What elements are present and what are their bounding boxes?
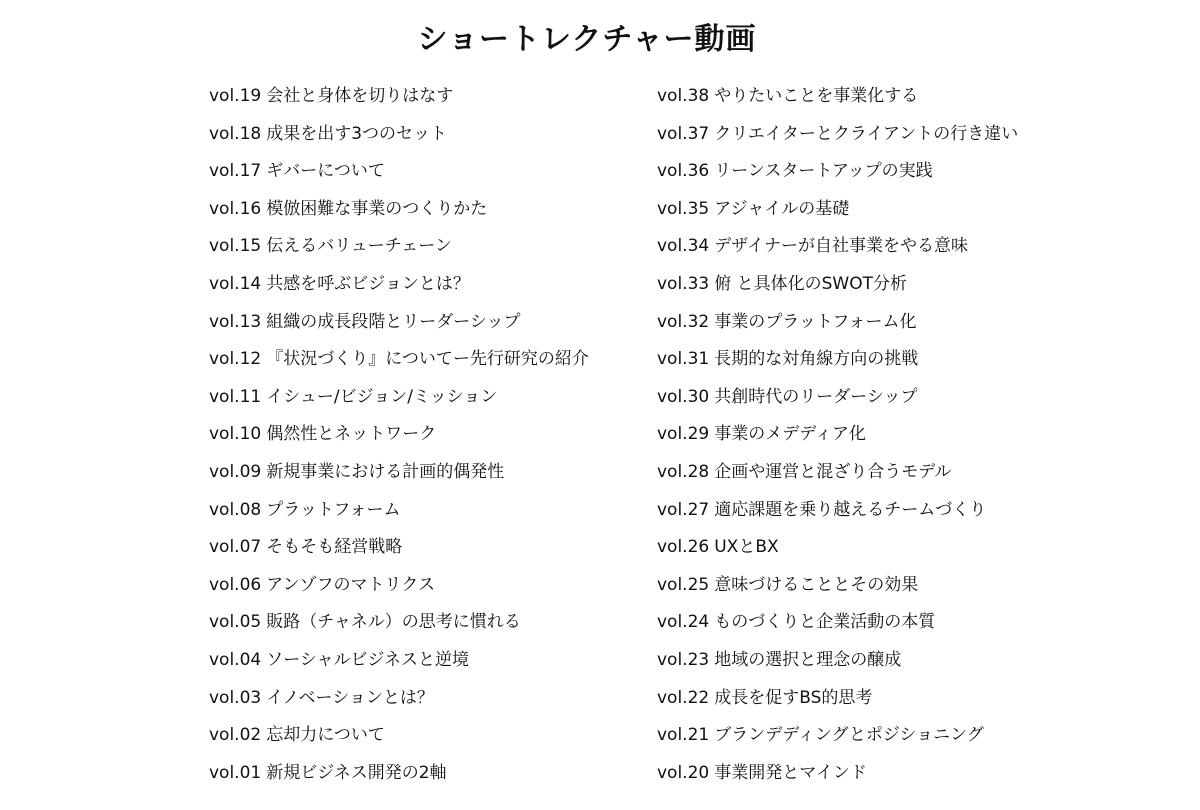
lecture-item[interactable] <box>657 567 1177 605</box>
lecture-topic: 成長を促すBS的思考 <box>714 687 873 708</box>
lecture-vol-number: vol.35 <box>657 198 710 219</box>
lecture-item[interactable] <box>209 341 649 379</box>
lecture-vol-number: vol.30 <box>657 386 710 407</box>
lecture-item[interactable] <box>657 755 1177 793</box>
lecture-vol-number: vol.01 <box>209 762 262 783</box>
lecture-topic: 共創時代のリーダーシップ <box>714 386 918 407</box>
lecture-vol-number: vol.23 <box>657 649 710 670</box>
lecture-item[interactable] <box>657 228 1177 266</box>
lecture-vol-number: vol.06 <box>209 574 262 595</box>
lecture-item[interactable] <box>657 116 1177 154</box>
lecture-item[interactable] <box>209 755 649 793</box>
lecture-item[interactable] <box>657 341 1177 379</box>
lecture-topic: 適応課題を乗り越えるチームづくり <box>714 499 987 520</box>
lecture-vol-number: vol.05 <box>209 612 262 633</box>
page-title: ショートレクチャー動画 <box>417 22 757 57</box>
lecture-vol-number: vol.26 <box>657 537 710 558</box>
lecture-topic: 忘却力について <box>266 725 385 746</box>
lecture-topic: イシュー/ビジョン/ミッション <box>266 386 498 407</box>
lecture-vol-number: vol.28 <box>657 461 710 482</box>
lecture-vol-number: vol.24 <box>657 612 710 633</box>
lecture-topic: やりたいことを事業化する <box>714 86 919 106</box>
lecture-item[interactable] <box>209 604 649 642</box>
lecture-vol-number: vol.22 <box>657 687 710 708</box>
lecture-item[interactable] <box>209 717 649 755</box>
lecture-vol-number: vol.27 <box>657 499 710 520</box>
lecture-topic: 偶然性とネットワーク <box>266 424 437 445</box>
lecture-topic: デザイナーが自社事業をやる意味 <box>714 236 969 257</box>
lecture-vol-number: vol.07 <box>209 537 262 558</box>
lecture-topic: 長期的な対角線方向の挑戦 <box>714 349 919 370</box>
lecture-item[interactable] <box>657 529 1177 567</box>
lecture-topic: プラットフォーム <box>266 499 401 520</box>
lecture-vol-number: vol.34 <box>657 236 710 257</box>
lecture-topic: UXとBX <box>714 537 779 558</box>
lecture-topic: そもそも経営戦略 <box>266 537 403 558</box>
lecture-item[interactable] <box>209 454 649 492</box>
lecture-topic: イノベーションとは？ <box>266 687 434 708</box>
lecture-topic: 会社と身体を切りはなす <box>266 86 454 106</box>
lecture-topic: 組織の成長段階とリーダーシップ <box>266 311 521 332</box>
lecture-vol-number: vol.33 <box>657 273 710 294</box>
lecture-item[interactable] <box>657 492 1177 530</box>
lecture-item[interactable] <box>209 116 649 154</box>
lecture-vol-number: vol.32 <box>657 311 710 332</box>
lecture-topic: ものづくりと企業活動の本質 <box>714 612 936 633</box>
lecture-vol-number: vol.31 <box>657 349 710 370</box>
lecture-list-left <box>209 78 649 792</box>
lecture-vol-number: vol.11 <box>209 386 262 407</box>
lecture-topic: リーンスタートアップの実践 <box>714 161 933 182</box>
lecture-item[interactable] <box>209 642 649 680</box>
lecture-item[interactable] <box>657 304 1177 342</box>
lecture-vol-number: vol.15 <box>209 236 262 257</box>
lecture-topic: 模倣困難な事業のつくりかた <box>266 198 488 219</box>
lecture-item[interactable] <box>209 78 649 116</box>
lecture-topic: 成果を出す3つのセット <box>266 123 448 144</box>
lecture-vol-number: vol.10 <box>209 424 262 445</box>
lecture-topic: 販路（チャネル）の思考に慣れる <box>266 612 521 633</box>
lecture-vol-number: vol.37 <box>657 123 710 144</box>
lecture-item[interactable] <box>209 680 649 718</box>
lecture-topic: クリエイターとクライアントの行き違い <box>714 123 1019 144</box>
lecture-topic: ソーシャルビジネスと逆境 <box>266 649 470 670</box>
lecture-vol-number: vol.21 <box>657 725 710 746</box>
lecture-item[interactable] <box>657 379 1177 417</box>
lecture-topic: 地域の選択と理念の醸成 <box>714 649 902 670</box>
lecture-item[interactable] <box>209 266 649 304</box>
lecture-topic: 共感を呼ぶビジョンとは？ <box>266 273 470 294</box>
lecture-vol-number: vol.25 <box>657 574 710 595</box>
lecture-item[interactable] <box>209 492 649 530</box>
lecture-item[interactable] <box>209 529 649 567</box>
lecture-vol-number: vol.29 <box>657 424 710 445</box>
lecture-topic: アンゾフのマトリクス <box>266 574 436 595</box>
lecture-topic: 俯 と具体化のSWOT分析 <box>714 273 908 294</box>
lecture-vol-number: vol.12 <box>209 349 262 370</box>
lecture-vol-number: vol.17 <box>209 161 262 182</box>
lecture-vol-number: vol.09 <box>209 461 262 482</box>
lecture-topic: 企画や運営と混ざり合うモデル <box>714 461 952 482</box>
lecture-vol-number: vol.36 <box>657 161 710 182</box>
lecture-item[interactable] <box>657 153 1177 191</box>
lecture-topic: 伝えるバリューチェーン <box>266 236 452 257</box>
lecture-topic: アジャイルの基礎 <box>714 198 850 219</box>
lecture-topic: 事業のメデディア化 <box>714 424 866 445</box>
lecture-list-right <box>657 78 1177 792</box>
lecture-item[interactable] <box>657 680 1177 718</box>
lecture-topic: 事業開発とマインド <box>714 762 867 783</box>
lecture-vol-number: vol.03 <box>209 687 262 708</box>
lecture-item[interactable] <box>657 191 1177 229</box>
lecture-item[interactable] <box>657 454 1177 492</box>
lecture-item[interactable] <box>657 604 1177 642</box>
lecture-vol-number: vol.14 <box>209 273 262 294</box>
lecture-item[interactable] <box>209 379 649 417</box>
lecture-vol-number: vol.08 <box>209 499 262 520</box>
lecture-item[interactable] <box>209 191 649 229</box>
lecture-item[interactable] <box>657 642 1177 680</box>
lecture-topic: 意味づけることとその効果 <box>714 574 919 595</box>
lecture-vol-number: vol.20 <box>657 762 710 783</box>
lecture-item[interactable] <box>657 266 1177 304</box>
lecture-item[interactable] <box>657 78 1177 116</box>
lecture-topic: 新規ビジネス開発の2軸 <box>266 762 447 783</box>
lecture-topic: 新規事業における計画的偶発性 <box>266 461 505 482</box>
lecture-topic: ギバーについて <box>266 161 385 182</box>
lecture-topic: 『状況づくり』についてー先行研究の紹介 <box>266 349 589 370</box>
lecture-vol-number: vol.04 <box>209 649 262 670</box>
lecture-item[interactable] <box>209 304 649 342</box>
lecture-vol-number: vol.19 <box>209 86 262 106</box>
lecture-item[interactable] <box>657 717 1177 755</box>
lecture-vol-number: vol.13 <box>209 311 262 332</box>
lecture-item[interactable] <box>209 153 649 191</box>
lecture-item[interactable] <box>209 567 649 605</box>
lecture-topic: ブランデディングとポジショニング <box>714 725 984 746</box>
lecture-vol-number: vol.02 <box>209 725 262 746</box>
lecture-item[interactable] <box>209 416 649 454</box>
lecture-item[interactable] <box>209 228 649 266</box>
lecture-vol-number: vol.38 <box>657 86 710 106</box>
lecture-topic: 事業のプラットフォーム化 <box>714 311 917 332</box>
lecture-vol-number: vol.16 <box>209 198 262 219</box>
lecture-vol-number: vol.18 <box>209 123 262 144</box>
lecture-item[interactable] <box>657 416 1177 454</box>
